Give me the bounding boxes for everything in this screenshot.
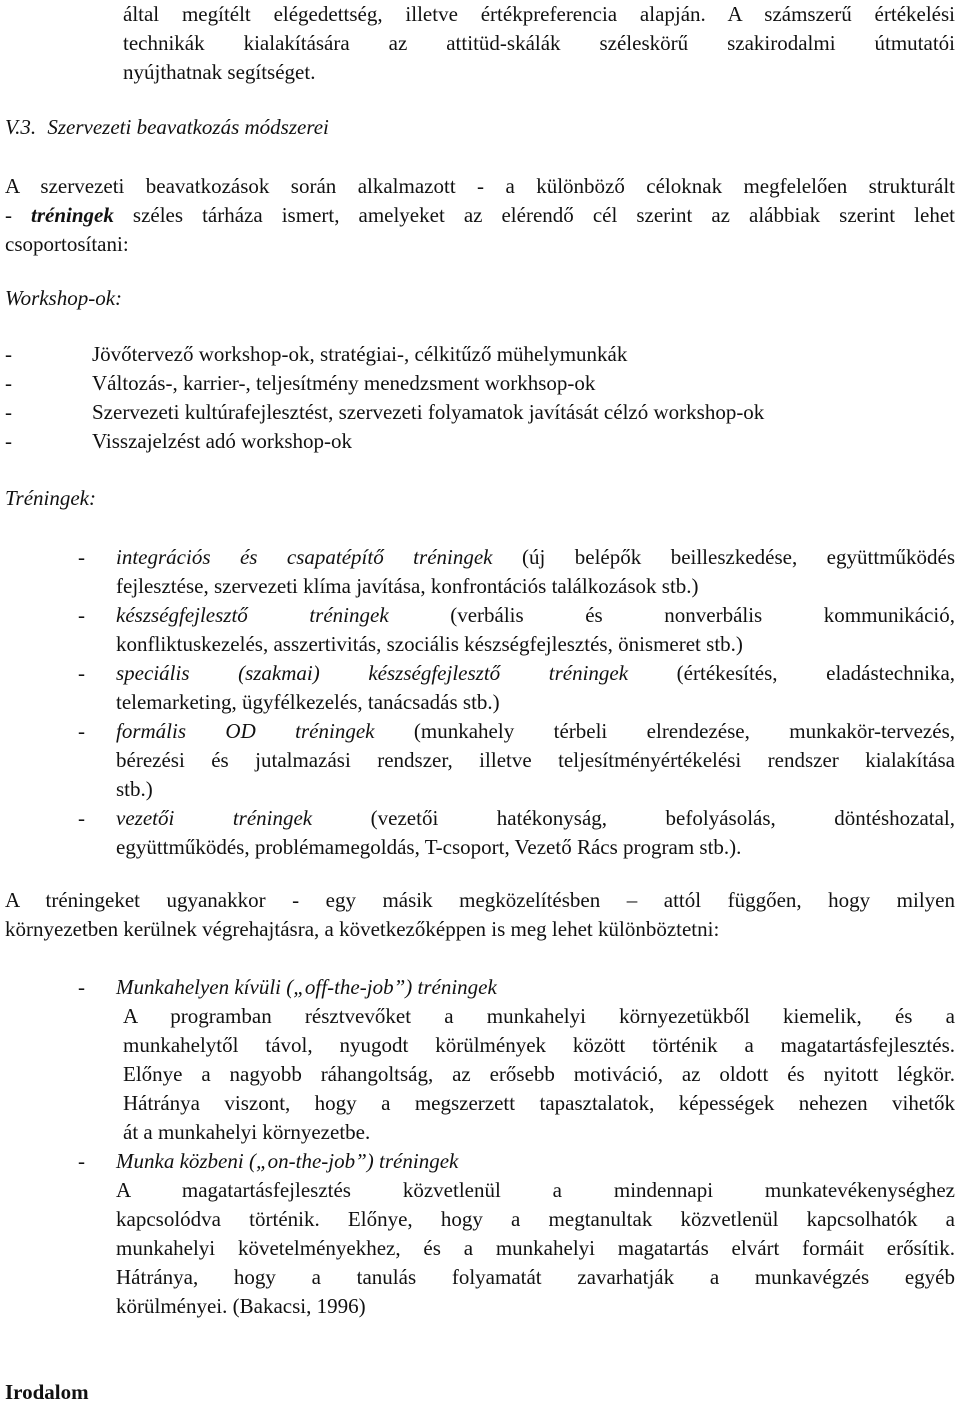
type-2-line-2: kapcsolódva történik. Előnye, hogy a megtanultak közvetlenül kapcsolhatók a — [116, 1207, 955, 1231]
type-2-line-5: körülményei. (Bakacsi, 1996) — [116, 1294, 366, 1318]
type-1-line-1: A programban résztvevőket a munkahelyi környezetükből kiemelik, és a — [123, 1004, 955, 1028]
para1-term: tréningek — [31, 203, 114, 227]
training-dash: - — [78, 603, 85, 627]
workshop-item-2: Változás-, karrier-, teljesítmény menedzsment workhsop-ok — [92, 371, 596, 395]
training-desc: (értékesítés, eladástechnika, — [628, 661, 956, 685]
training-item-4-line-1 — [116, 717, 955, 746]
training-item-5-line-1 — [116, 804, 955, 833]
workshops-heading: Workshop-ok: — [5, 286, 123, 310]
para1-line-1: A szervezeti beavatkozások során alkalmazott - a különböző céloknak megfelelően strukturált — [5, 174, 955, 198]
type-2-line-1: A magatartásfejlesztés közvetlenül a mindennapi munkatevékenységhez — [116, 1178, 955, 1202]
section-title: Szervezeti beavatkozás módszerei — [47, 115, 329, 139]
training-term: készségfejlesztő tréningek — [116, 603, 389, 627]
type-2-line-4: Hátránya, hogy a tanulás folyamatát zavarhatják a munkavégzés egyéb — [116, 1265, 955, 1289]
workshop-item-1: Jövőtervező workshop-ok, stratégiai-, célkitűző mühelymunkák — [92, 342, 628, 366]
workshop-dash: - — [5, 342, 12, 366]
training-dash: - — [78, 806, 85, 830]
training-item-4-line-3: stb.) — [116, 777, 153, 801]
type-dash: - — [78, 975, 85, 999]
training-dash: - — [78, 719, 85, 743]
intro-line-3: nyújthatnak segítséget. — [123, 60, 316, 84]
training-item-3-line-2: telemarketing, ügyfélkezelés, tanácsadás stb.) — [116, 690, 500, 714]
intro-line-1: által megítélt elégedettség, illetve értékpreferencia alapján. A számszerű értékelési — [123, 2, 955, 26]
type-1-line-2: munkahelytől távol, nyugodt körülmények között történik a magatartásfejlesztés. — [123, 1033, 955, 1057]
training-item-3-line-1 — [116, 659, 955, 688]
training-term: speciális (szakmai) készségfejlesztő tréningek — [116, 661, 629, 685]
training-item-1-line-2: fejlesztése, szervezeti klíma javítása, konfrontációs találkozások stb.) — [116, 574, 699, 598]
training-item-4-line-2: bérezési és jutalmazási rendszer, illetve teljesítményértékelési rendszer kialakítása — [116, 748, 955, 772]
workshop-dash: - — [5, 371, 12, 395]
workshop-item-3: Szervezeti kultúrafejlesztést, szervezeti folyamatok javítását célzó workshop-ok — [92, 400, 765, 424]
type-dash: - — [78, 1149, 85, 1173]
trainings-heading: Tréningek: — [5, 486, 96, 510]
para1-rest: széles tárháza ismert, amelyeket az elérendő cél szerint az alábbiak szerint lehet — [113, 203, 955, 227]
type-1-line-3: Előnye a nagyobb ráhangoltság, az erősebb motiváció, az oldott és nyitott légkör. — [123, 1062, 955, 1086]
training-term: vezetői tréningek — [116, 806, 313, 830]
para1-line-2 — [5, 201, 955, 230]
training-item-5-line-2: együttműködés, problémamegoldás, T-csoport, Vezető Rács program stb.). — [116, 835, 742, 859]
type-1-line-5: át a munkahelyi környezetbe. — [123, 1120, 371, 1144]
para1-line-3: csoportosítani: — [5, 232, 129, 256]
training-item-2-line-2: konfliktuskezelés, asszertivitás, szociális készségfejlesztés, önismeret stb.) — [116, 632, 743, 656]
training-dash: - — [78, 545, 85, 569]
para2-line-1: A tréningeket ugyanakkor - egy másik megközelítésben – attól függően, hogy milyen — [5, 888, 955, 912]
references-heading: Irodalom — [5, 1380, 89, 1404]
training-item-2-line-1 — [116, 601, 955, 630]
intro-line-2: technikák kialakítására az attitüd-skálák széleskörű szakirodalmi útmutatói — [123, 31, 955, 55]
para2-line-2: környezetben kerülnek végrehajtásra, a következőképpen is meg lehet különböztetni: — [5, 917, 720, 941]
training-term: integrációs és csapatépítő tréningek — [116, 545, 493, 569]
training-desc: (új belépők beilleszkedése, együttműködés — [492, 545, 955, 569]
training-desc: (munkahely térbeli elrendezése, munkakör-tervezés, — [374, 719, 956, 743]
type-1-line-4: Hátránya viszont, hogy a megszerzett tapasztalatok, képességek nehezen vihetők — [123, 1091, 955, 1115]
training-dash: - — [78, 661, 85, 685]
type-2-title: Munka közbeni („on-the-job”) tréningek — [116, 1149, 459, 1173]
section-heading — [5, 113, 329, 142]
para1-dash: - — [5, 203, 32, 227]
type-1-title: Munkahelyen kívüli („off-the-job”) tréningek — [116, 975, 497, 999]
training-desc: (vezetői hatékonyság, befolyásolás, döntéshozatal, — [312, 806, 956, 830]
type-2-line-3: munkahelyi követelményekhez, és a munkahelyi magatartás elvárt formáit erősítik. — [116, 1236, 955, 1260]
training-term: formális OD tréningek — [116, 719, 375, 743]
training-item-1-line-1 — [116, 543, 955, 572]
workshop-dash: - — [5, 429, 12, 453]
training-desc: (verbális és nonverbális kommunikáció, — [388, 603, 955, 627]
workshop-dash: - — [5, 400, 12, 424]
workshop-item-4: Visszajelzést adó workshop-ok — [92, 429, 353, 453]
section-number: V.3. — [5, 115, 37, 139]
